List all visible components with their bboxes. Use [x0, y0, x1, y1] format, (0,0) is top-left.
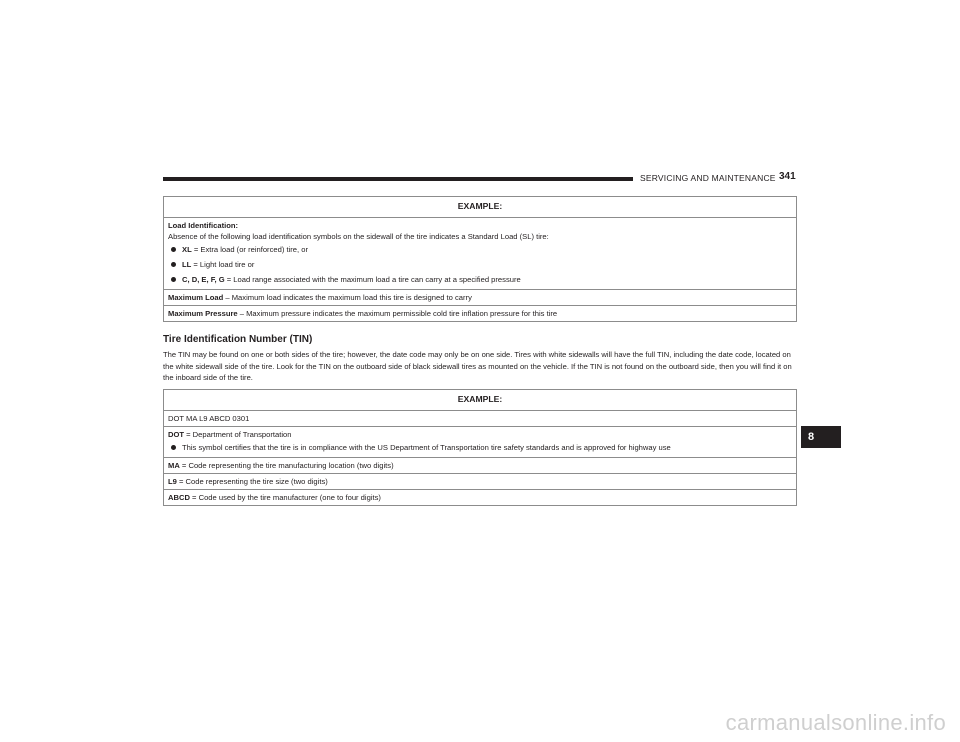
running-header-section: SERVICING AND MAINTENANCE — [640, 173, 776, 183]
header-rule — [163, 177, 633, 181]
bullet-icon — [171, 277, 176, 282]
list-item — [168, 272, 792, 287]
list-item — [168, 257, 792, 272]
bullet-icon — [171, 262, 176, 267]
bullet-icon — [171, 247, 176, 252]
table-row — [164, 218, 797, 290]
table-row — [164, 490, 797, 506]
page-number: 341 — [779, 171, 796, 182]
table-row — [164, 411, 797, 427]
ma-text: = Code representing the tire manufacturing location (two digits) — [179, 461, 394, 470]
dot-text: = Department of Transportation — [184, 430, 292, 439]
bullet-text: = Load range associated with the maximum load a tire can carry at a specified pressure — [224, 275, 521, 284]
bullet-text: = Light load tire or — [191, 260, 255, 269]
bullet-term: XL — [182, 245, 192, 254]
example-code-cell: DOT MA L9 ABCD 0301 — [164, 411, 797, 427]
bullet-icon — [171, 445, 176, 450]
dot-cell — [164, 427, 797, 458]
chapter-tab: 8 — [801, 426, 841, 448]
table-row — [164, 306, 797, 322]
maximum-pressure-cell — [164, 306, 797, 322]
bullet-term: LL — [182, 260, 192, 269]
load-example-table — [163, 196, 797, 322]
load-identification-cell — [164, 218, 797, 290]
watermark: carmanualsonline.info — [725, 710, 946, 735]
abcd-cell — [164, 490, 797, 506]
dot-term: DOT — [168, 430, 185, 439]
ma-term: MA — [168, 461, 180, 470]
table-row — [164, 197, 797, 218]
bullet-term: C, D, E, F, G — [182, 275, 225, 284]
l9-text: = Code representing the tire size (two digits) — [176, 477, 328, 486]
bullet-text: This symbol certifies that the tire is in compliance with the US Department of Transportation tire safety standards and is approved for highway use — [182, 443, 671, 452]
table-row — [164, 290, 797, 306]
bullet-text: = Extra load (or reinforced) tire, or — [191, 245, 308, 254]
table-row — [164, 427, 797, 458]
table-heading: EXAMPLE: — [164, 197, 797, 218]
table-row — [164, 390, 797, 411]
maximum-pressure-text: – Maximum pressure indicates the maximum permissible cold tire inflation pressure for this tire — [237, 309, 558, 318]
list-item — [168, 242, 792, 257]
maximum-pressure-term: Maximum Pressure — [168, 309, 238, 318]
load-identification-title: Load Identification: — [168, 221, 239, 230]
list-item — [168, 440, 792, 455]
abcd-term: ABCD — [168, 493, 190, 502]
table-row — [164, 458, 797, 474]
maximum-load-text: – Maximum load indicates the maximum load this tire is designed to carry — [223, 293, 472, 302]
section-body: The TIN may be found on one or both sides of the tire; however, the date code may only be on one side. Tires with white sidewalls will have the full TIN, including the date code, located on the white sidewall side of the tire. Look for the TIN on the outboard side of black sidewall tires as mounted on the vehicle. If the TIN is not found on the outboard side, then you will find it on the inboard side of the tire. — [163, 350, 792, 382]
l9-cell — [164, 474, 797, 490]
maximum-load-cell — [164, 290, 797, 306]
table-heading: EXAMPLE: — [164, 390, 797, 411]
load-identification-intro: Absence of the following load identification symbols on the sidewall of the tire indicates a Standard Load (SL) tire: — [168, 232, 549, 241]
table-row — [164, 474, 797, 490]
l9-term: L9 — [168, 477, 177, 486]
maximum-load-term: Maximum Load — [168, 293, 224, 302]
section-heading: Tire Identification Number (TIN) — [163, 334, 313, 345]
ma-cell — [164, 458, 797, 474]
tin-example-table — [163, 389, 797, 506]
abcd-text: = Code used by the tire manufacturer (one to four digits) — [189, 493, 381, 502]
